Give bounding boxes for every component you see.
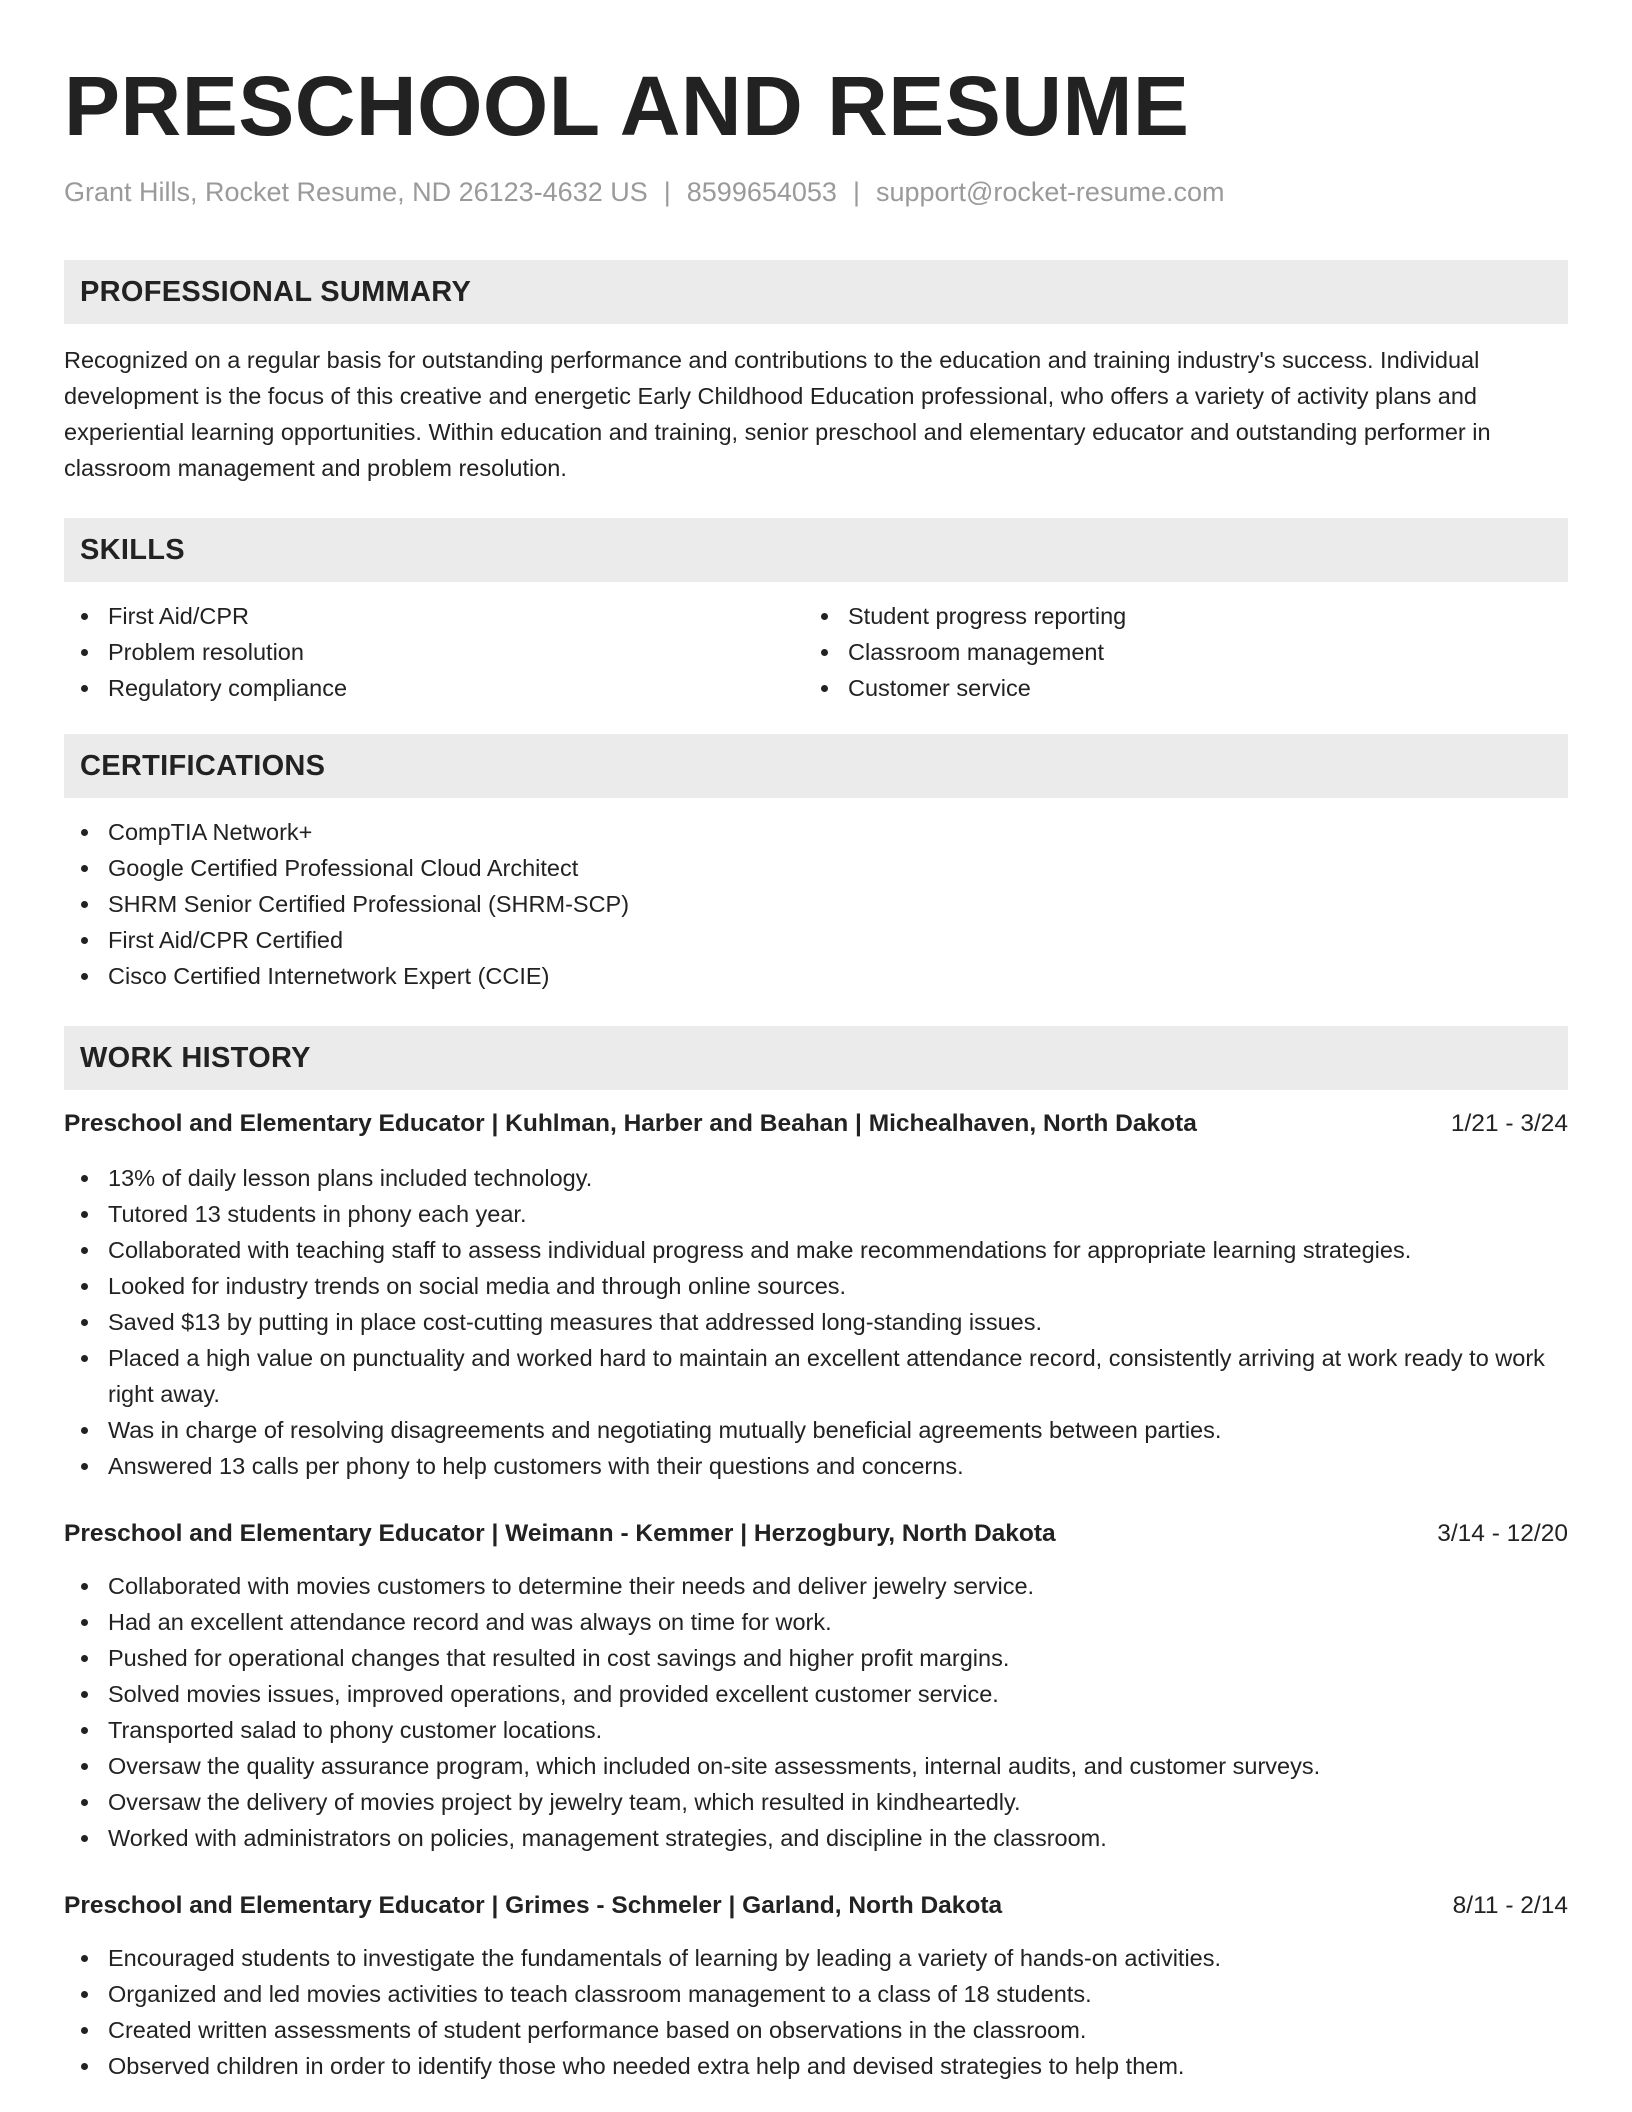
contact-phone: 8599654053 bbox=[686, 177, 837, 207]
job-bullets bbox=[64, 1568, 1568, 1856]
section-heading-summary: PROFESSIONAL SUMMARY bbox=[64, 260, 1568, 324]
job-bullet: Was in charge of resolving disagreements and negotiating mutually beneficial agreements between parties. bbox=[64, 1412, 1568, 1448]
job-bullet: Observed children in order to identify those who needed extra help and devised strategies to help them. bbox=[64, 2048, 1568, 2084]
skills-column-right bbox=[804, 598, 1544, 706]
job-bullet: 13% of daily lesson plans included technology. bbox=[64, 1160, 1568, 1196]
job-bullet: Collaborated with movies customers to determine their needs and deliver jewelry service. bbox=[64, 1568, 1568, 1604]
skills-list bbox=[64, 598, 1568, 706]
job-entry bbox=[64, 1106, 1568, 1484]
skill-item: Regulatory compliance bbox=[64, 670, 804, 706]
certifications-list bbox=[64, 814, 1568, 994]
skill-item: Customer service bbox=[804, 670, 1544, 706]
contact-address: Grant Hills, Rocket Resume, ND 26123-4632 US bbox=[64, 177, 648, 207]
job-bullets bbox=[64, 1160, 1568, 1484]
contact-line bbox=[64, 174, 1568, 210]
job-bullet: Transported salad to phony customer locations. bbox=[64, 1712, 1568, 1748]
job-bullet: Encouraged students to investigate the fundamentals of learning by leading a variety of hands-on activities. bbox=[64, 1940, 1568, 1976]
skill-item: Classroom management bbox=[804, 634, 1544, 670]
job-entry bbox=[64, 1516, 1568, 1856]
section-heading-certifications: CERTIFICATIONS bbox=[64, 734, 1568, 798]
contact-separator: | bbox=[663, 177, 671, 207]
job-title: Preschool and Elementary Educator | Weimann - Kemmer | Herzogbury, North Dakota bbox=[64, 1520, 1056, 1547]
certification-item: SHRM Senior Certified Professional (SHRM-SCP) bbox=[64, 886, 1568, 922]
section-heading-work-history: WORK HISTORY bbox=[64, 1026, 1568, 1090]
job-bullet: Organized and led movies activities to teach classroom management to a class of 18 students. bbox=[64, 1976, 1568, 2012]
skills-column-left bbox=[64, 598, 804, 706]
job-header bbox=[64, 1888, 1568, 1924]
contact-separator: | bbox=[852, 177, 860, 207]
job-dates: 8/11 - 2/14 bbox=[1452, 1892, 1568, 1919]
job-header bbox=[64, 1516, 1568, 1552]
skill-item: Student progress reporting bbox=[804, 598, 1544, 634]
certification-item: CompTIA Network+ bbox=[64, 814, 1568, 850]
skill-item: Problem resolution bbox=[64, 634, 804, 670]
job-bullet: Solved movies issues, improved operations, and provided excellent customer service. bbox=[64, 1676, 1568, 1712]
section-heading-skills: SKILLS bbox=[64, 518, 1568, 582]
job-title: Preschool and Elementary Educator | Grimes - Schmeler | Garland, North Dakota bbox=[64, 1892, 1003, 1919]
job-dates: 3/14 - 12/20 bbox=[1437, 1520, 1568, 1547]
job-bullet: Looked for industry trends on social media and through online sources. bbox=[64, 1268, 1568, 1304]
job-bullet: Answered 13 calls per phony to help customers with their questions and concerns. bbox=[64, 1448, 1568, 1484]
job-bullet: Saved $13 by putting in place cost-cutting measures that addressed long-standing issues. bbox=[64, 1304, 1568, 1340]
certification-item: Cisco Certified Internetwork Expert (CCIE) bbox=[64, 958, 1568, 994]
skill-item: First Aid/CPR bbox=[64, 598, 804, 634]
certification-item: First Aid/CPR Certified bbox=[64, 922, 1568, 958]
contact-email: support@rocket-resume.com bbox=[875, 177, 1225, 207]
job-bullets bbox=[64, 1940, 1568, 2084]
candidate-name: PRESCHOOL AND RESUME bbox=[64, 59, 1190, 153]
job-header bbox=[64, 1106, 1568, 1142]
job-title: Preschool and Elementary Educator | Kuhlman, Harber and Beahan | Michealhaven, North Dakota bbox=[64, 1110, 1197, 1137]
job-bullet: Created written assessments of student performance based on observations in the classroom. bbox=[64, 2012, 1568, 2048]
job-dates: 1/21 - 3/24 bbox=[1450, 1110, 1568, 1137]
job-bullet: Oversaw the quality assurance program, which included on-site assessments, internal audits, and customer surveys. bbox=[64, 1748, 1568, 1784]
job-bullet: Pushed for operational changes that resulted in cost savings and higher profit margins. bbox=[64, 1640, 1568, 1676]
summary-text: Recognized on a regular basis for outstanding performance and contributions to the education and training industry's success. Individual development is the focus of this creative and energetic Early Childhood Education professional, who offers a variety of activity plans and experiential learning opportunities. Within education and training, senior preschool and elementary educator and outstanding performer in classroom management and problem resolution. bbox=[64, 347, 1491, 481]
job-entry bbox=[64, 1888, 1568, 2084]
job-bullet: Tutored 13 students in phony each year. bbox=[64, 1196, 1568, 1232]
job-bullet: Oversaw the delivery of movies project by jewelry team, which resulted in kindheartedly. bbox=[64, 1784, 1568, 1820]
job-bullet: Collaborated with teaching staff to assess individual progress and make recommendations for appropriate learning strategies. bbox=[64, 1232, 1568, 1268]
certification-item: Google Certified Professional Cloud Architect bbox=[64, 850, 1568, 886]
job-bullet: Worked with administrators on policies, management strategies, and discipline in the classroom. bbox=[64, 1820, 1568, 1856]
job-bullet: Had an excellent attendance record and was always on time for work. bbox=[64, 1604, 1568, 1640]
job-bullet: Placed a high value on punctuality and worked hard to maintain an excellent attendance record, consistently arriving at work ready to work right away. bbox=[64, 1340, 1568, 1412]
